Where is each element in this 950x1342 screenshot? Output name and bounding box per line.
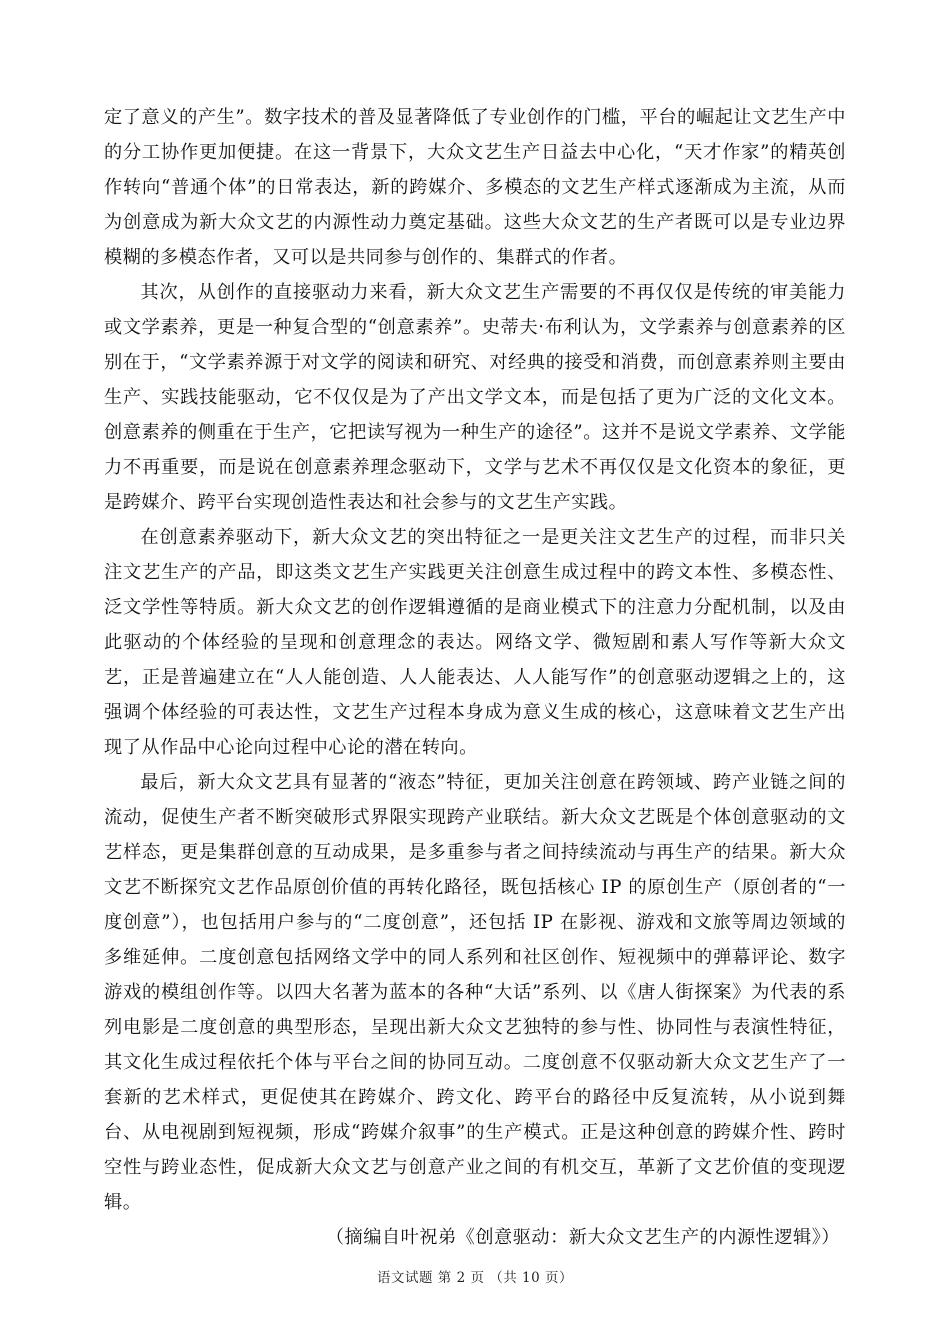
paragraph-continuation: 定了意义的产生”。数字技术的普及显著降低了专业创作的门槛，平台的崛起让文艺生产中的分工协作更加便捷。在这一背景下，大众文艺生产日益去中心化，“天才作家”的精英创作转向“普通个体”的日常表达，新的跨媒介、多模态的文艺生产样式逐渐成为主流，从而为创意成为新大众文艺的内源性动力奠定基础。这些大众文艺的生产者既可以是专业边界模糊的多模态作者，又可以是共同参与创作的、集群式的作者。 — [104, 107, 846, 268]
paragraph-creative-literacy: 其次，从创作的直接驱动力来看，新大众文艺生产需要的不再仅仅是传统的审美能力或文学素养，更是一种复合型的“创意素养”。史蒂夫·布利认为，文学素养与创意素养的区别在于，“文学素养源于对文学的阅读和研究、对经典的接受和消费，而创意素养则主要由生产、实践技能驱动，它不仅仅是为了产出文学文本，而是包括了更为广泛的文化文本。创意素养的侧重在于生产，它把读写视为一种生产的途径”。这并不是说文学素养、文学能力不再重要，而是说在创意素养理念驱动下，文学与艺术不再仅仅是文化资本的象征，更是跨媒介、跨平台实现创造性表达和社会参与的文艺生产实践。 — [104, 282, 846, 513]
paragraph-liquid-feature: 最后，新大众文艺具有显著的“液态”特征，更加关注创意在跨领域、跨产业链之间的流动，促使生产者不断突破形式界限实现跨产业联结。新大众文艺既是个体创意驱动的文艺样态，更是集群创意的互动成果，是多重参与者之间持续流动与再生产的结果。新大众文艺不断探究文艺作品原创价值的再转化路径，既包括核心 IP 的原创生产（原创者的“一度创意”），也包括用户参与的“二度创意”，还包括 IP 在影视、游戏和文旅等周边领域的多维延伸。二度创意包括网络文学中的同人系列和社区创作、短视频中的弹幕评论、数字游戏的模组创作等。以四大名著为蓝本的各种“大话”系列、以《唐人街探案》为代表的系列电影是二度创意的典型形态，呈现出新大众文艺独特的参与性、协同性与表演性特征，其文化生成过程依托个体与平台之间的协同互动。二度创意不仅驱动新大众文艺生产了一套新的艺术样式，更促使其在跨媒介、跨文化、跨平台的路径中反复流转，从小说到舞台、从电视剧到短视频，形成“跨媒介叙事”的生产模式。正是这种创意的跨媒介性、跨时空性与跨业态性，促成新大众文艺与创意产业之间的有机交互，革新了文艺价值的变现逻辑。 — [104, 772, 846, 1213]
page-footer: 语文试题 第 2 页 （共 10 页） — [376, 1270, 573, 1286]
article-source: （摘编自叶祝弟《创意驱动：新大众文艺生产的内源性逻辑》） — [325, 1227, 840, 1248]
paragraph-process-focus: 在创意素养驱动下，新大众文艺的突出特征之一是更关注文艺生产的过程，而非只关注文艺生产的产品，即这类文艺生产实践更关注创意生成过程中的跨文本性、多模态性、泛文学性等特质。新大众文艺的创作逻辑遵循的是商业模式下的注意力分配机制，以及由此驱动的个体经验的呈现和创意理念的表达。网络文学、微短剧和素人写作等新大众文艺，正是普遍建立在“人人能创造、人人能表达、人人能写作”的创意驱动逻辑之上的，这强调个体经验的可表达性，文艺生产过程本身成为意义生成的核心，这意味着文艺生产出现了从作品中心论向过程中心论的潜在转向。 — [104, 527, 846, 758]
article-body — [104, 100, 846, 1255]
